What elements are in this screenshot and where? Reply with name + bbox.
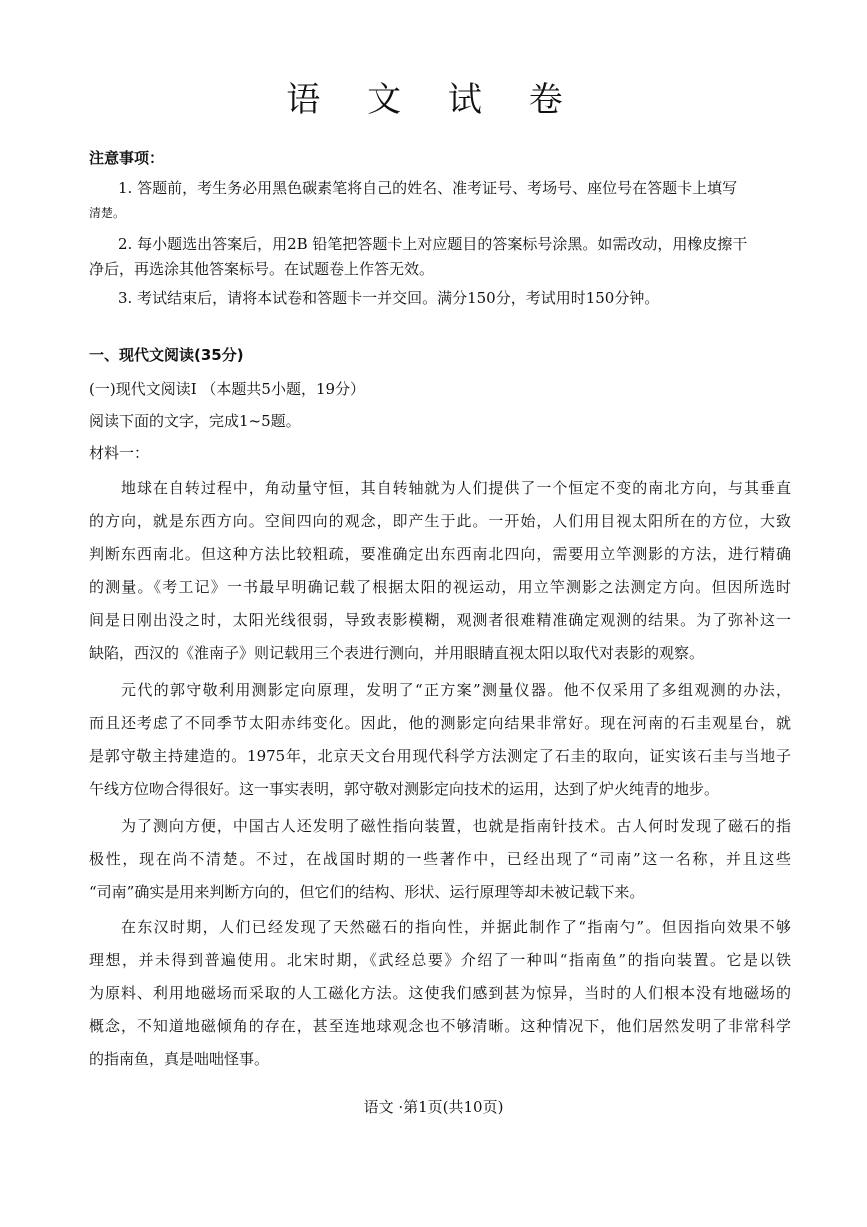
paragraph-4-line: 在东汉时期，人们已经发现了天然磁石的指向性，并据此制作了“指南勺”。但因指向效果不够 xyxy=(121,918,791,936)
subsection-heading: (一)现代文阅读I （本题共5小题，19分） xyxy=(89,380,366,398)
paragraph-1-line: 缺陷，西汉的《淮南子》则记载用三个表进行测向，并用眼睛直视太阳以取代对表影的观察。 xyxy=(89,644,705,662)
paragraph-4-line: 概念，不知道地磁倾角的存在，甚至连地球观念也不够清晰。这种情况下，他们居然发明了非常科学 xyxy=(89,1017,791,1035)
notice-heading: 注意事项： xyxy=(89,149,165,167)
paragraph-3-line: “司南”确实是用来判断方向的，但它们的结构、形状、运行原理等却未被记载下来。 xyxy=(89,883,645,901)
notice-item-3: 3. 考试结束后，请将本试卷和答题卡一并交回。满分150分，考试用时150分钟。 xyxy=(118,289,660,307)
paragraph-1-line: 间是日刚出没之时，太阳光线很弱，导致表影模糊，观测者很难精准确定观测的结果。为了弥补这一 xyxy=(89,611,791,629)
paragraph-2-line: 元代的郭守敬利用测影定向原理，发明了“正方案”测量仪器。他不仅采用了多组观测的办法， xyxy=(121,681,791,699)
paragraph-1-line: 判断东西南北。但这种方法比较粗疏，要准确定出东西南北四向，需要用立竿测影的方法，进行精确 xyxy=(89,545,791,563)
notice-item-2-line-2: 净后，再选涂其他答案标号。在试题卷上作答无效。 xyxy=(89,260,435,278)
paragraph-2-line: 午线方位吻合得很好。这一事实表明，郭守敬对测影定向技术的运用，达到了炉火纯青的地步。 xyxy=(89,780,720,798)
paragraph-1-line: 地球在自转过程中，角动量守恒，其自转轴就为人们提供了一个恒定不变的南北方向，与其垂直 xyxy=(121,479,791,497)
page-footer: 语文 ·第1页(共10页) xyxy=(363,1098,504,1116)
paragraph-2-line: 是郭守敬主持建造的。1975年，北京天文台用现代科学方法测定了石圭的取向，证实该石圭与当地子 xyxy=(89,747,791,765)
paragraph-4-line: 的指南鱼，真是咄咄怪事。 xyxy=(89,1050,270,1068)
paragraph-1-line: 的测量。《考工记》一书最早明确记载了根据太阳的视运动，用立竿测影之法测定方向。但因所选时 xyxy=(89,578,791,596)
paragraph-2-line: 而且还考虑了不同季节太阳赤纬变化。因此，他的测影定向结果非常好。现在河南的石圭观星台，就 xyxy=(89,714,791,732)
paragraph-4-line: 为原料、利用地磁场而采取的人工磁化方法。这使我们感到甚为惊异，当时的人们根本没有地磁场的 xyxy=(89,984,791,1002)
paragraph-3-line: 极性，现在尚不清楚。不过，在战国时期的一些著作中，已经出现了“司南”这一名称，并且这些 xyxy=(89,850,791,868)
paragraph-1-line: 的方向，就是东西方向。空间四向的观念，即产生于此。一开始，人们用目视太阳所在的方位，大致 xyxy=(89,512,791,530)
notice-item-1-line-2: 清楚。 xyxy=(89,206,126,220)
paragraph-4-line: 理想，并未得到普遍使用。北宋时期，《武经总要》介绍了一种叫“指南鱼”的指向装置。它是以铁 xyxy=(89,951,791,969)
exam-title: 语 文 试 卷 xyxy=(286,80,581,120)
paragraph-3-line: 为了测向方便，中国古人还发明了磁性指向装置，也就是指南针技术。古人何时发现了磁石的指 xyxy=(121,817,791,835)
notice-item-1-line-1: 1. 答题前，考生务必用黑色碳素笔将自己的姓名、准考证号、考场号、座位号在答题卡上填写 xyxy=(118,179,738,197)
section-heading: 一、现代文阅读(35分) xyxy=(89,346,244,364)
notice-item-2-line-1: 2. 每小题选出答案后，用2B 铅笔把答题卡上对应题目的答案标号涂黑。如需改动，用橡皮擦干 xyxy=(118,235,748,253)
reading-instruction: 阅读下面的文字，完成1~5题。 xyxy=(89,412,301,430)
material-label: 材料一： xyxy=(89,444,150,462)
